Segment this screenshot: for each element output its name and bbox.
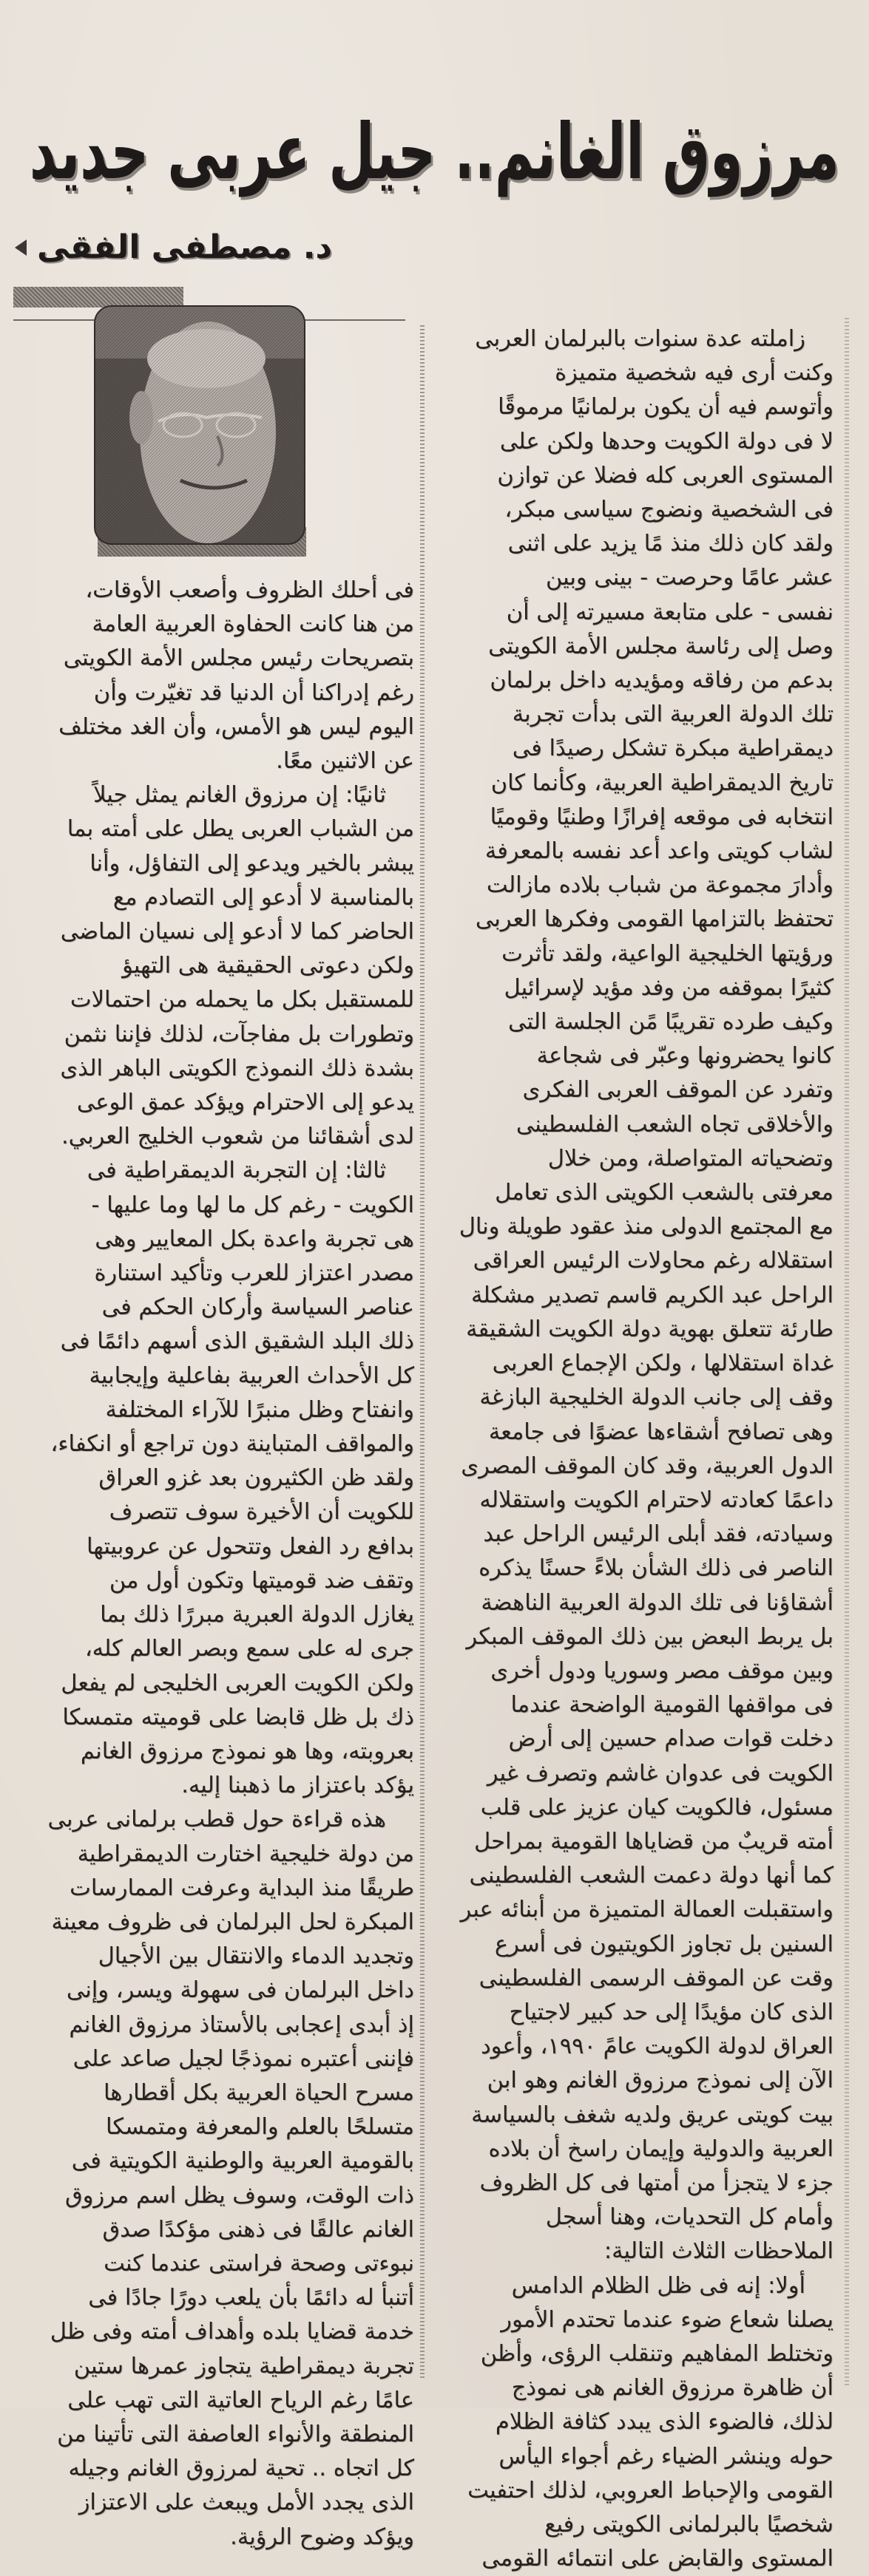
article-line: من هنا كانت الحفاوة العربية العامة: [92, 611, 414, 638]
article-line: يؤكد باعتزاز ما ذهبنا إليه.: [181, 1773, 414, 1799]
article-line: داعمًا كعادته لاحترام الكويت واستقلاله: [479, 1486, 834, 1513]
article-line: وتفرد عن الموقف العربى الفكرى: [522, 1077, 834, 1104]
author-portrait-icon: [95, 307, 304, 543]
article-line: ويؤكد وضوح الرؤية.: [230, 2524, 414, 2550]
author-name: د. مصطفى الفقى: [37, 228, 333, 266]
article-line: بيت كويتى عريق ولديه شغف بالسياسة: [471, 2101, 834, 2128]
article-line: وصل إلى رئاسة مجلس الأمة الكويتى: [488, 633, 834, 659]
article-line: من الشباب العربى يطل على أمته بما: [67, 816, 414, 843]
article-line: تلك الدولة العربية التى بدأت تجربة: [512, 701, 834, 728]
article-line: ولقد كان ذلك منذ مًا يزيد على اثنى: [507, 531, 834, 557]
byline-hatch-bar: [13, 287, 183, 307]
article-line: عن الاثنين معًا.: [276, 748, 414, 775]
article-line: بالقومية العربية والوطنية الكويتية فى: [71, 2148, 414, 2175]
article-line: الحاضر كما لا أدعو إلى نسيان الماضى: [60, 919, 414, 945]
article-line: المنطقة والأنواء العاصفة التى تأتينا من: [57, 2421, 414, 2447]
article-line: شخصيًا بالبرلمانى الكويتى رفيع: [544, 2512, 834, 2538]
article-line: وأمام كل التحديات، وهنا أسجل: [545, 2204, 834, 2231]
article-line: الملاحظات الثلاث التالية:: [603, 2238, 834, 2265]
article-line: المبكرة لحل البرلمان فى ظروف معينة: [51, 1909, 414, 1935]
article-line: طريقًا منذ البداية وعرفت الممارسات: [70, 1875, 414, 1901]
article-line: إذ أبدى إعجابى بالأستاذ مرزوق الغانم: [69, 2011, 414, 2038]
article-line: والمواقف المتباينة دون تراجع أو انكفاء،: [50, 1431, 414, 1458]
article-line: والأخلاقى تجاه الشعب الفلسطينى: [515, 1111, 834, 1138]
article-line: كانوا يحضرونها وعبّر فى شجاعة: [536, 1043, 834, 1070]
article-line: الدول العربية، وقد كان الموقف المصرى: [461, 1452, 834, 1479]
article-line: فإننى أعتبره نموذجًا لجيل صاعد على: [72, 2045, 414, 2072]
article-line: مسرح الحياة العربية بكل أقطارها: [103, 2079, 414, 2106]
article-line: اليوم ليس هو الأمس، وأن الغد مختلف: [58, 713, 414, 740]
article-line: تاريخ الديمقراطية العربية، وكأنما كان: [490, 769, 834, 796]
article-line: وهى تصافح أشقاءها عضوًا فى جامعة: [488, 1418, 834, 1445]
article-line: بعروبته، وها هو نموذج مرزوق الغانم: [80, 1738, 414, 1764]
article-headline: مرزوق الغانم.. جيل عربى جديد: [30, 106, 839, 197]
article-line: معرفتى بالشعب الكويتى الذى تعامل: [495, 1180, 834, 1206]
article-line: استقلاله رغم محاولات الرئيس العراقى: [473, 1248, 834, 1274]
article-line: نفسى - على متابعة مسيرته إلى أن: [506, 599, 834, 625]
article-line: الآن إلى نموذج مرزوق الغانم وهو ابن: [487, 2067, 834, 2094]
article-line: وقف إلى جانب الدولة الخليجية البازغة: [479, 1384, 834, 1411]
article-line: الناصر فى ذلك الشأن بلاءً حسنًا يذكره: [479, 1555, 834, 1582]
article-line: حوله وينشر الضياء رغم أجواء اليأس: [498, 2443, 834, 2470]
article-line: وتجديد الدماء والانتقال بين الأجيال: [98, 1943, 414, 1970]
article-line: ثالثا: إن التجربة الديمقراطية فى: [87, 1158, 386, 1184]
article-line: تجربة ديمقراطية يتجاوز عمرها ستين: [73, 2353, 414, 2379]
article-line: وكيف طرده تقريبًا مًن الجلسة التى: [508, 1009, 834, 1036]
article-line: جرى له على سمع وبصر العالم كله،: [84, 1636, 414, 1662]
article-line: دخلت قوات صدام حسين إلى أرض: [508, 1726, 834, 1753]
article-line: بشدة ذلك النموذج الكويتى الباهر الذى: [60, 1055, 414, 1081]
article-line: مسئول، فالكويت كيان عزيز على قلب: [480, 1794, 834, 1821]
article-line: وتضحياته المتواصلة، ومن خلال: [547, 1145, 834, 1172]
article-line: الذى يجدد الأمل ويبعث على الاعتزاز: [78, 2490, 414, 2516]
article-line: بل يربط البعض بين ذلك الموقف المبكر: [466, 1623, 834, 1650]
article-column-left: [27, 574, 414, 2555]
article-line: وكنت أرى فيه شخصية متميزة: [555, 360, 834, 387]
article-line: السنين بل تجاوز الكويتيون فى أسرع: [494, 1931, 834, 1957]
article-line: القومى والإحباط العروبي، لذلك احتفيت: [467, 2477, 834, 2504]
article-line: ديمقراطية مبكرة تشكل رصيدًا فى: [512, 735, 834, 762]
article-line: كثيرًا بموقفه من وفد مؤيد لإسرائيل: [504, 974, 834, 1001]
article-line: الغانم عالقًا فى ذهنى مؤكدًا صدق: [102, 2216, 414, 2243]
article-line: وبين موقف مصر وسوريا ودول أخرى: [490, 1657, 834, 1684]
article-line: العراق لدولة الكويت عامً ١٩٩٠، وأعود: [481, 2033, 834, 2060]
article-line: متسلحًا بالعلم والمعرفة ومتمسكا: [106, 2114, 414, 2141]
article-line: وسيادته، فقد أبلى الرئيس الراحل عبد: [483, 1521, 834, 1548]
article-line: هى تجربة واعدة بكل المعايير وهى: [95, 1226, 414, 1252]
article-line: فى الشخصية ونضوج سياسى مبكر،: [504, 497, 834, 523]
article-line: الكويت - رغم كل ما لها وما عليها -: [91, 1192, 414, 1218]
article-line: غداة استقلالها ، ولكن الإجماع العربى: [492, 1350, 834, 1377]
article-line: الراحل عبد الكريم قاسم تصدير مشكلة: [471, 1282, 834, 1308]
article-line: ولكن الكويت العربى الخليجى لم يفعل: [61, 1670, 414, 1696]
article-column-right: [438, 322, 834, 2576]
article-line: ولكن دعوتى الحقيقية هى التهيؤ: [122, 953, 414, 979]
article-line: واستقبلت العمالة المتميزة من أبنائه عبر: [460, 1897, 834, 1923]
article-line: رغم إدراكنا أن الدنيا قد تغيّرت وأن: [93, 679, 414, 706]
article-line: ذات الوقت، وسوف يظل اسم مرزوق: [64, 2182, 414, 2209]
article-line: ولقد ظن الكثيرون بعد غزو العراق: [98, 1465, 414, 1492]
article-line: زاملته عدة سنوات بالبرلمان العربى: [475, 326, 805, 352]
article-line: الكويت فى عدوان غاشم وتصرف غير: [487, 1760, 834, 1787]
article-line: طارئة تتعلق بهوية دولة الكويت الشقيقة: [466, 1316, 834, 1342]
article-line: ذلك البلد الشقيق الذى أسهم دائمًا فى: [60, 1328, 414, 1355]
article-line: بالمناسبة لا أدعو إلى التصادم مع: [112, 884, 414, 911]
article-line: خدمة قضايا بلده وأهداف أمته وفى ظل: [50, 2319, 414, 2345]
article-line: فى مواقفها القومية الواضحة عندما: [510, 1692, 834, 1719]
article-line: أمته قريبٌ من قضاياها القومية بمراحل: [474, 1828, 834, 1855]
article-line: مع المجتمع الدولى منذ عقود طويلة ونال: [459, 1214, 834, 1240]
article-line: وانفتاح وظل منبرًا للآراء المختلفة: [105, 1396, 414, 1423]
byline-arrow-icon: [15, 239, 27, 256]
article-line: مصدر اعتزاز للعرب وتأكيد استنارة: [94, 1260, 414, 1287]
article-line: العربية والدولية وإيمان راسخ أن بلاده: [488, 2135, 834, 2162]
article-line: انتخابه فى موقعه إفرازًا وطنيًا وقوميًا: [490, 803, 834, 830]
article-line: وتطورات بل مفاجآت، لذلك فإننا نثمن: [64, 1021, 414, 1047]
article-line: أتنبأ له دائمًا بأن يلعب دورًا جادًا فى: [88, 2285, 414, 2311]
article-line: نبوءتى وصحة فراستى عندما كنت: [104, 2250, 414, 2277]
byline: [15, 225, 355, 270]
article-line: أولا: إنه فى ظل الظلام الدامس: [511, 2272, 805, 2299]
article-line: فى أحلك الظروف وأصعب الأوقات،: [85, 577, 414, 603]
article-line: لا فى دولة الكويت وحدها ولكن على: [499, 428, 834, 455]
article-line: للمستقبل بكل ما يحمله من احتمالات: [70, 987, 414, 1013]
article-line: بدعم من رفاقه ومؤيديه داخل برلمان: [490, 667, 834, 694]
article-line: وأتوسم فيه أن يكون برلمانيًا مرموقًا: [498, 394, 834, 421]
column-divider: [420, 325, 425, 2380]
article-line: يصلنا شعاع ضوء عندما تحتدم الأمور: [501, 2306, 834, 2333]
article-line: عشر عامًا وحرصت - بينى وبين: [545, 565, 834, 591]
article-line: لدى أشقائنا من شعوب الخليج العربي.: [61, 1124, 414, 1150]
article-line: المستوى العربى كله فضلا عن توازن: [497, 462, 834, 489]
article-line: ورؤيتها الخليجية الواعية، ولقد تأثرت: [501, 940, 834, 967]
article-line: ثانيًا: إن مرزوق الغانم يمثل جيلاً: [93, 782, 386, 809]
article-line: تحتفظ بالتزامها القومى وفكرها العربى: [475, 906, 834, 933]
article-line: كما أنها دولة دعمت الشعب الفلسطينى: [469, 1863, 834, 1889]
article-line: للكويت أن الأخيرة سوف تتصرف: [109, 1499, 414, 1526]
author-photo: [94, 305, 305, 545]
article-line: لشاب كويتى واعد أعد نفسه بالمعرفة: [484, 838, 834, 865]
article-line: وتختلط المفاهيم وتنقلب الرؤى، وأظن: [480, 2340, 834, 2367]
article-line: أن ظاهرة مرزوق الغانم هى نموذج: [511, 2375, 834, 2402]
article-line: يغازل الدولة العبرية مبررًا ذلك بما: [100, 1602, 414, 1628]
article-line: عناصر السياسة وأركان الحكم فى: [101, 1294, 414, 1321]
article-line: يبشر بالخير ويدعو إلى التفاؤل، وأنا: [89, 850, 414, 877]
article-line: وتقف ضد قوميتها وتكون أول من: [109, 1567, 414, 1594]
article-line: وقت عن الموقف الرسمى الفلسطينى: [479, 1965, 834, 1991]
article-line: لذلك، فالضوء الذى يبدد كثافة الظلام: [495, 2409, 834, 2436]
article-line: كل اتجاه .. تحية لمرزوق الغانم وجيله: [68, 2456, 414, 2482]
article-line: بتصريحات رئيس مجلس الأمة الكويتى: [63, 645, 414, 672]
article-line: أشقاؤنا فى تلك الدولة العربية الناهضة: [481, 1589, 834, 1616]
article-line: عامًا رغم الرياح العاتية التى تهب على: [67, 2387, 414, 2413]
article-line: المستوى والقابض على انتمائه القومى: [481, 2546, 834, 2572]
article-line: الذى كان مؤيدًا إلى حد كبير لاجتياح: [509, 1999, 834, 2025]
article-line: يدعو إلى الاحترام ويؤكد عمق الوعى: [76, 1090, 414, 1116]
article-line: كل الأحداث العربية بفاعلية وإيجابية: [89, 1362, 414, 1389]
article-line: ذك بل ظل قابضا على قوميته متمسكا: [62, 1704, 414, 1730]
article-line: هذه قراءة حول قطب برلمانى عربى: [47, 1807, 386, 1833]
article-line: داخل البرلمان فى سهولة ويسر، وإنى: [66, 1977, 414, 2004]
page-edge-divider: [845, 318, 849, 2388]
article-line: وأدارَ مجموعة من شباب بلاده مازالت: [486, 872, 834, 899]
article-line: بدافع رد الفعل وتتحول عن عروبيتها: [86, 1533, 414, 1560]
article-line: من دولة خليجية اختارت الديمقراطية: [77, 1841, 414, 1867]
article-line: جزء لا يتجزأ من أمتها فى كل الظروف: [479, 2169, 834, 2196]
